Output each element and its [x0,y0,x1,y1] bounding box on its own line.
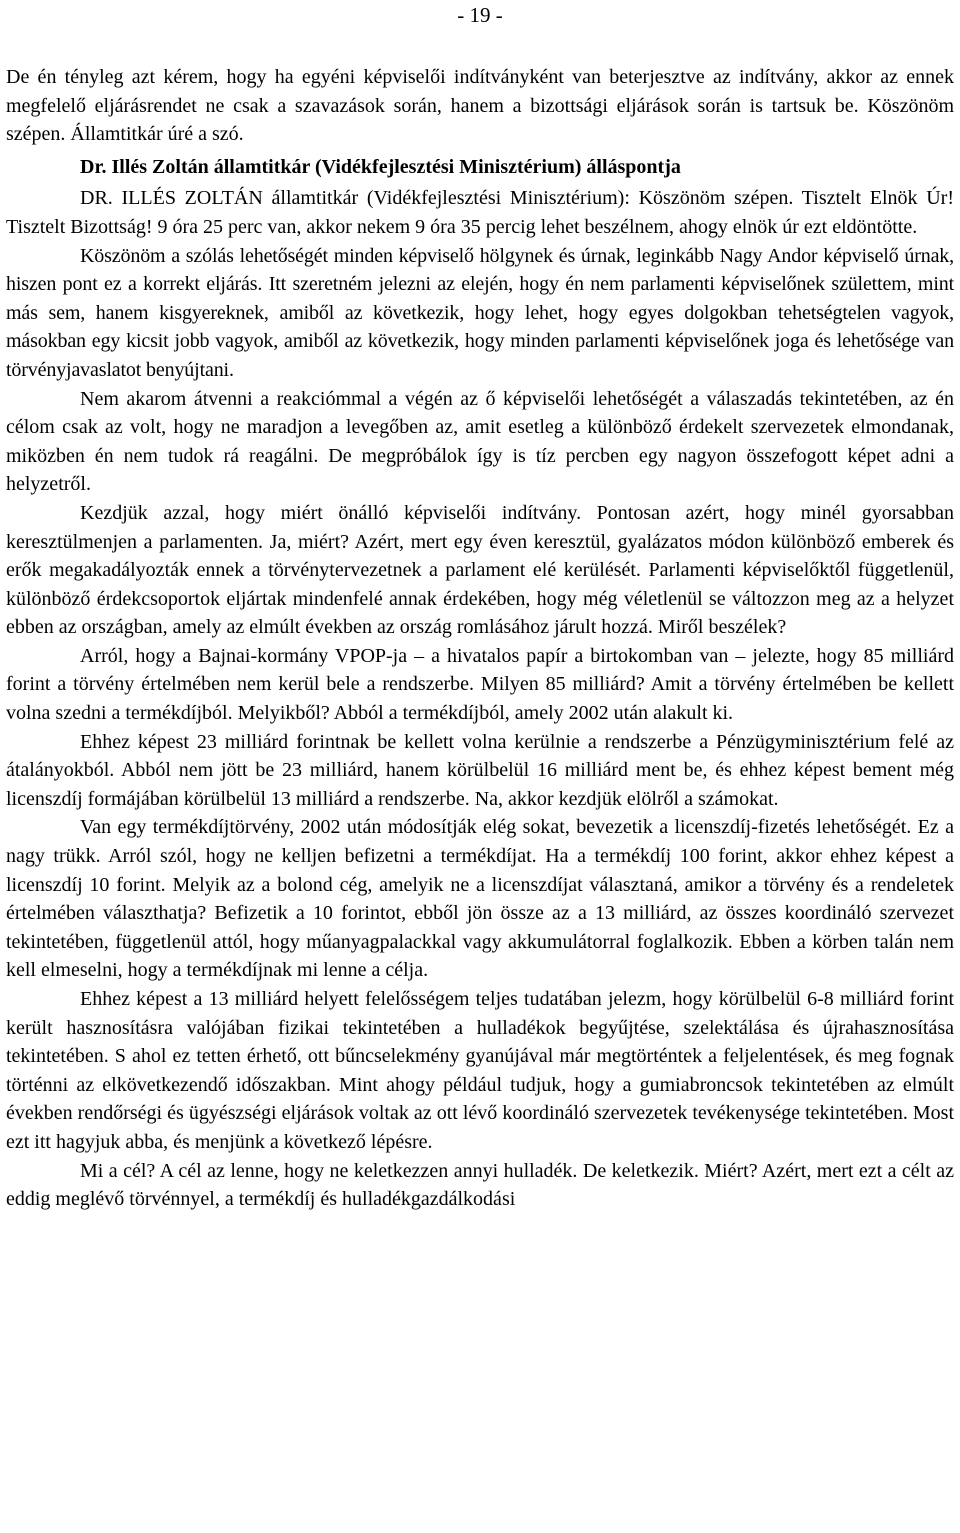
paragraph: Nem akarom átvenni a reakciómmal a végén az ő képviselői lehetőségét a válaszadás tekintetében, az én célom csak az volt, hogy ne maradjon a levegőben az, amit esetleg a különböző érdekelt szervezetek elmondanak, miközben én nem tudok rá reagálni. De megpróbálok így is tíz percben egy nagyon összefogott képet adni a helyzetről. [6,387,954,496]
paragraph: DR. ILLÉS ZOLTÁN államtitkár (Vidékfejlesztési Minisztérium): Köszönöm szépen. Tisztelt Elnök Úr! Tisztelt Bizottság! 9 óra 25 perc van, akkor nekem 9 óra 35 percig lehet beszélnem, ahogy elnök úr ezt eldöntötte. [6,187,954,238]
paragraph: Ehhez képest 23 milliárd forintnak be kellett volna kerülnie a rendszerbe a Pénzügyminisztérium felé az átalányokból. Abból nem jött be 23 milliárd, hanem körülbelül 16 milliárd ment be, és ehhez képest bement még licenszdíj formájában körülbelül 13 milliárd a rendszerbe. Na, akkor kezdjük elölről a számokat. [6,730,954,810]
paragraph: Ehhez képest a 13 milliárd helyett felelősségem teljes tudatában jelezm, hogy körülbelül 6-8 milliárd forint került hasznosításra valójában fizikai tekintetében a hulladékok begyűjtése, szelektálása és újrahasznosítása tekintetében. S ahol ez tetten érhető, ott bűncselekmény gyanújával már megtörténtek a feljelentések, és meg fognak történni az elkövetkezendő időszakban. Mint ahogy például tudjuk, hogy a gumiabroncsok tekintetében az elmúlt években rendőrségi és ügyészségi eljárások voltak az ott lévő koordináló szervezetek tevékenysége tekintetében. Most ezt itt hagyjuk abba, és menjünk a következő lépésre. [6,988,954,1153]
section-heading: Dr. Illés Zoltán államtitkár (Vidékfejlesztési Minisztérium) álláspontja [80,155,681,178]
paragraph: De én tényleg azt kérem, hogy ha egyéni képviselői indítványként van beterjesztve az indítvány, akkor az ennek megfelelő eljárásrendet ne csak a szavazások során, hanem a bizottsági eljárások során is tartsuk be. Köszönöm szépen. Államtitkár úré a szó. [6,66,954,146]
document-body [6,63,954,1214]
paragraph: Van egy termékdíjtörvény, 2002 után módosítják elég sokat, bevezetik a licenszdíj-fizetés lehetőségét. Ez a nagy trükk. Arról szól, hogy ne kelljen befizetni a termékdíjat. Ha a termékdíj 100 forint, akkor ehhez képest a licenszdíj 10 forint. Melyik az a bolond cég, amelyik ne a licenszdíjat választaná, amikor a törvény és a rendeletek értelmében választhatja? Befizetik a 10 forintot, ebből jön össze az a 13 milliárd, az összes koordináló szervezet tekintetében, függetlenül attól, hogy műanyagpalackkal vagy akkumulátorral foglalkozik. Ebben a körben talán nem kell elmeselni, hogy a termékdíjnak mi lenne a célja. [6,816,954,982]
paragraph: Köszönöm a szólás lehetőségét minden képviselő hölgynek és úrnak, leginkább Nagy Andor képviselő úrnak, hiszen pont ez a korrekt eljárás. Itt szeretném jelezni az elején, hogy én nem parlamenti képviselőnek születtem, mint más sem, hanem kisgyereknek, amiből az következik, hogy lehet, hogy egyes dolgokban tehetségtelen vagyok, másokban egy kicsit jobb vagyok, amiből az következik, hogy minden parlamenti képviselőnek joga és lehetősége van törvényjavaslatot benyújtani. [6,244,954,381]
paragraph: Arról, hogy a Bajnai-kormány VPOP-ja – a hivatalos papír a birtokomban van – jelezte, hogy 85 milliárd forint a törvény értelmében nem kerül bele a rendszerbe. Milyen 85 milliárd? Amit a törvény értelmében be kellett volna szedni a termékdíjból. Melyikből? Abból a termékdíjból, amely 2002 után alakult ki. [6,644,954,725]
paragraph: Mi a cél? A cél az lenne, hogy ne keletkezzen annyi hulladék. De keletkezik. Miért? Azért, mert ezt a célt az eddig meglévő törvénnyel, a termékdíj és hulladékgazdálkodási [6,1159,954,1211]
page-number: - 19 - [457,3,503,27]
paragraph: Kezdjük azzal, hogy miért önálló képviselői indítvány. Pontosan azért, hogy minél gyorsabban keresztülmenjen a parlamenten. Ja, miért? Azért, mert egy éven keresztül, gyalázatos módon különböző emberek és erők megakadályozták ennek a törvénytervezetnek a parlament elé kerülését. Parlamenti képviselőktől függetlenül, különböző érdekcsoportok eljártak mindenfelé annak érdekében, hogy még véletlenül se változzon meg az a helyzet ebben az országban, amely az elmúlt években az ország romlásához járult hozzá. Miről beszélek? [6,501,954,639]
